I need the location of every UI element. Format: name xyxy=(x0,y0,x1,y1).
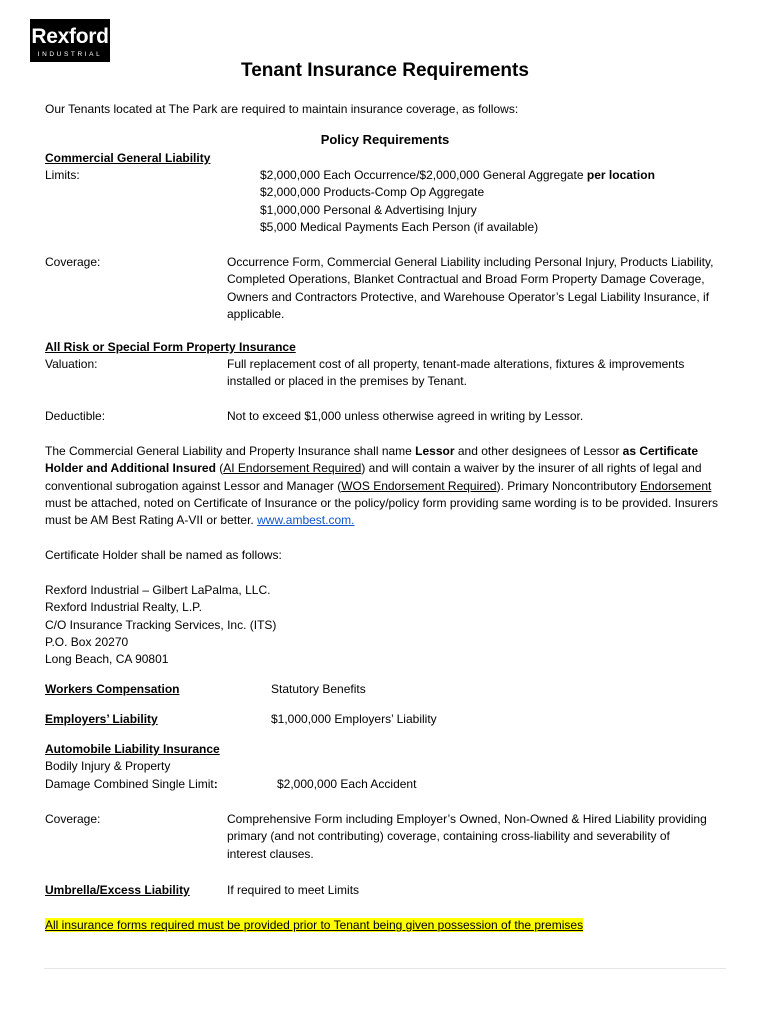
umbrella-heading: Umbrella/Excess Liability xyxy=(45,883,190,897)
workers-comp-heading: Workers Compensation xyxy=(45,682,180,696)
auto-line-2: Damage Combined Single Limit: xyxy=(45,777,218,791)
employers-liability-value: $1,000,000 Employers’ Liability xyxy=(271,712,437,726)
possession-notice: All insurance forms required must be provided prior to Tenant being given possession of the premises xyxy=(45,918,584,932)
cgl-coverage-text: Occurrence Form, Commercial General Liability including Personal Injury, Products Liability, Completed Operations, Blanket Contractual and Broad Form Property Damage Coverage, Owners and Contractors Protective, and Warehouse Operator’s Legal Liability Insurance, if applicable. xyxy=(227,255,714,321)
cert-holder-line: P.O. Box 20270 xyxy=(45,635,129,649)
cert-holder-line: C/O Insurance Tracking Services, Inc. (ITS) xyxy=(45,618,277,632)
ambest-link[interactable]: www.ambest.com. xyxy=(257,513,355,528)
cgl-limit-2: $2,000,000 Products-Comp Op Aggregate xyxy=(260,185,485,199)
auto-liability-heading: Automobile Liability Insurance xyxy=(45,742,220,756)
cgl-limit-3: $1,000,000 Personal & Advertising Injury xyxy=(260,203,477,217)
employers-liability-heading: Employers’ Liability xyxy=(45,712,158,726)
cert-holder-line: Rexford Industrial Realty, L.P. xyxy=(45,600,202,614)
cgl-coverage-label: Coverage: xyxy=(45,255,101,269)
intro-text: Our Tenants located at The Park are required to maintain insurance coverage, as follows: xyxy=(45,102,519,116)
cgl-limit-4: $5,000 Medical Payments Each Person (if available) xyxy=(260,220,539,234)
auto-coverage-text: Comprehensive Form including Employer’s Owned, Non-Owned & Hired Liability providing primary (and not contributing) coverage, containing cross-liability and severability of interest clauses. xyxy=(227,812,707,861)
footer-divider xyxy=(44,968,726,969)
auto-line-1: Bodily Injury & Property xyxy=(45,759,171,773)
cgl-limit-1: $2,000,000 Each Occurrence/$2,000,000 General Aggregate per location xyxy=(260,168,655,182)
additional-insured-paragraph: The Commercial General Liability and Property Insurance shall name Lessor and other designees of Lessor as Certificate Holder and Additional Insured (AI Endorsement Required) and will contain a waiver by the insurer of all rights of legal and conventional subrogation against Lessor and Manager (WOS Endorsement Required). Primary Noncontributory Endorsement must be attached, noted on Certificate of Insurance or the policy/policy form providing same wording is to be provided. Insurers must be AM Best Rating A-VII or better. www.ambest.com. xyxy=(45,444,719,528)
valuation-text: Full replacement cost of all property, tenant-made alterations, fixtures & improvements installed or placed in the premises by Tenant. xyxy=(227,357,685,389)
umbrella-value: If required to meet Limits xyxy=(227,883,360,897)
cgl-heading: Commercial General Liability xyxy=(45,151,211,165)
deductible-label: Deductible: xyxy=(45,409,106,423)
cert-holder-line: Long Beach, CA 90801 xyxy=(45,652,169,666)
logo-subtitle: INDUSTRIAL xyxy=(37,51,103,58)
cert-holder-line: Rexford Industrial – Gilbert LaPalma, LLC. xyxy=(45,583,271,597)
property-heading: All Risk or Special Form Property Insurance xyxy=(45,340,296,354)
auto-coverage-label: Coverage: xyxy=(45,812,101,826)
policy-heading: Policy Requirements xyxy=(320,132,450,147)
page-title: Tenant Insurance Requirements xyxy=(241,60,529,81)
cert-holder-intro: Certificate Holder shall be named as follows: xyxy=(45,548,282,562)
deductible-text: Not to exceed $1,000 unless otherwise agreed in writing by Lessor. xyxy=(227,409,584,423)
cgl-limits-label: Limits: xyxy=(45,168,80,182)
logo-brand: Rexford xyxy=(31,25,109,48)
auto-limit-value: $2,000,000 Each Accident xyxy=(277,777,417,791)
valuation-label: Valuation: xyxy=(45,357,98,371)
workers-comp-value: Statutory Benefits xyxy=(271,682,366,696)
company-logo xyxy=(30,19,110,62)
